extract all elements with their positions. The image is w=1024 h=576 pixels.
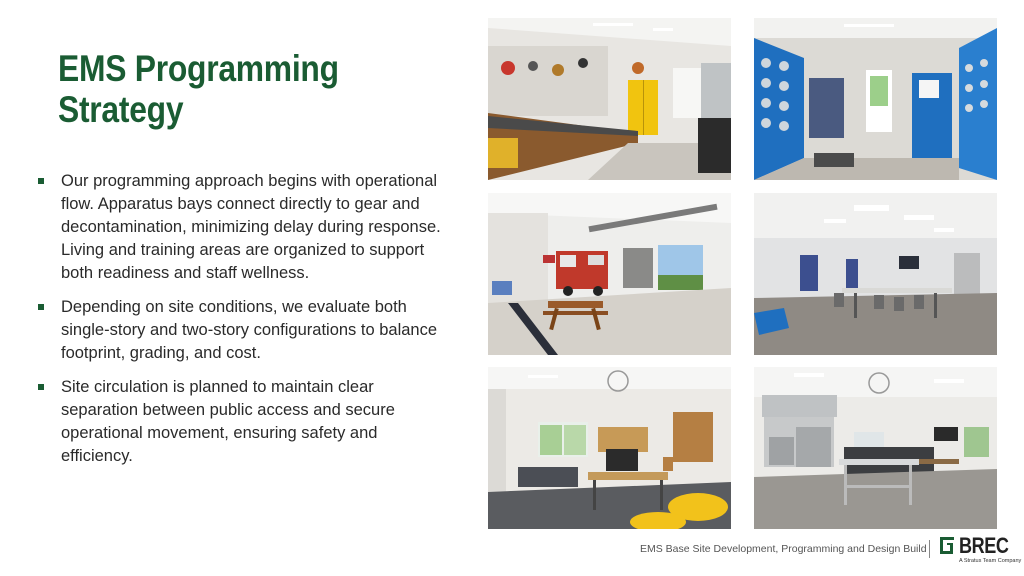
bullet-item: [38, 296, 448, 365]
square-bullet-icon: [38, 384, 44, 390]
brec-logo-word: BREC: [959, 533, 1009, 558]
footer-divider: [929, 540, 930, 558]
photo-gear-room: [754, 18, 997, 180]
title-line-1: EMS Programming: [58, 48, 339, 89]
photo-office: [488, 367, 731, 529]
brec-logo-icon: [940, 537, 954, 554]
slide-title: [58, 48, 385, 130]
brec-logo: [940, 533, 1022, 570]
square-bullet-icon: [38, 304, 44, 310]
bullet-item: [38, 376, 448, 468]
square-bullet-icon: [38, 178, 44, 184]
bullet-text: Depending on site conditions, we evaluate both single-story and two-story configurations to balance footprint, grading, and cost.: [61, 298, 438, 362]
bullet-text: Our programming approach begins with operational flow. Apparatus bays connect directly to gear and decontamination, minimizing delay during response. Living and training areas are organized to support both readiness and staff wellness.: [61, 172, 441, 282]
bullet-list: [38, 170, 448, 479]
brec-logo-tagline: A Stratus Team Company: [959, 558, 1022, 564]
footer-caption: EMS Base Site Development, Programming and Design Build: [640, 543, 927, 555]
photo-kitchen: [754, 367, 997, 529]
photo-workshop: [488, 18, 731, 180]
title-line-2: Strategy: [58, 89, 184, 130]
bullet-item: [38, 170, 448, 285]
photo-apparatus-bay: [488, 193, 731, 355]
bullet-text: Site circulation is planned to maintain clear separation between public access and secure operational movement, ensuring safety and efficiency.: [61, 378, 395, 465]
photo-training-room: [754, 193, 997, 355]
